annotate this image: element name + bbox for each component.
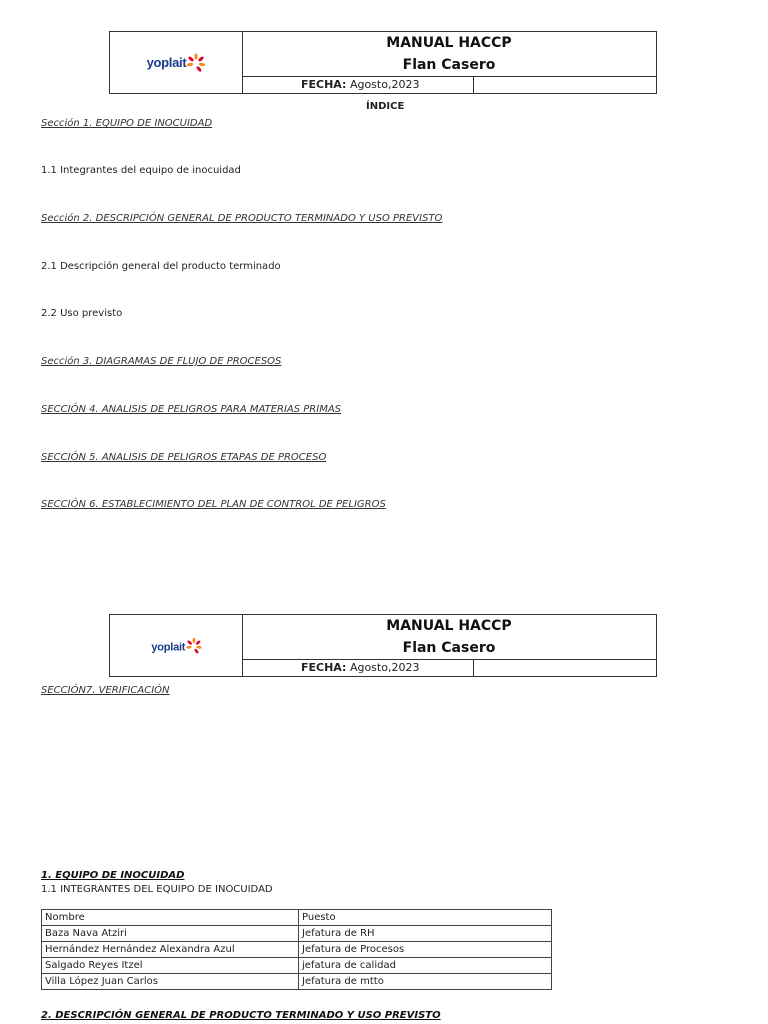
cell-puesto: Jefatura de Procesos — [299, 942, 552, 958]
logo-cell — [110, 615, 243, 676]
cell-puesto: Jefatura de mtto — [299, 974, 552, 990]
table-row — [42, 942, 552, 958]
fecha-label: FECHA: — [301, 661, 347, 674]
index-entry[interactable]: SECCIÓN 5. ANALISIS DE PELIGROS ETAPAS DE PROCESO — [41, 452, 327, 463]
column-header: Puesto — [299, 910, 552, 926]
index-heading: ÍNDICE — [366, 101, 405, 112]
index-entry[interactable]: SECCIÓN 4. ANALISIS DE PELIGROS PARA MATERIAS PRIMAS — [41, 404, 342, 415]
index-entry: 2.2 Uso previsto — [41, 308, 123, 319]
index-entry: 2.1 Descripción general del producto terminado — [41, 261, 281, 272]
team-table — [41, 909, 552, 990]
yoplait-logo — [151, 637, 201, 654]
table-row — [42, 958, 552, 974]
logo-wordmark: yoplait — [151, 639, 185, 652]
cell-nombre: Baza Nava Atziri — [42, 926, 299, 942]
fecha-cell — [242, 660, 474, 676]
column-header: Nombre — [42, 910, 299, 926]
cell-nombre: Hernández Hernández Alexandra Azul — [42, 942, 299, 958]
cell-puesto: Jefatura de RH — [299, 926, 552, 942]
logo-cell — [110, 32, 243, 93]
section1-subheading: 1.1 INTEGRANTES DEL EQUIPO DE INOCUIDAD — [41, 884, 273, 895]
fecha-value: Agosto,2023 — [349, 78, 420, 91]
fecha-row — [242, 76, 656, 93]
table-row — [42, 926, 552, 942]
yoplait-flower-icon — [186, 637, 201, 654]
cell-nombre: Villa López Juan Carlos — [42, 974, 299, 990]
manual-subtitle: Flan Casero — [402, 640, 496, 656]
cell-puesto: jefatura de calidad — [299, 958, 552, 974]
document-header — [109, 614, 657, 677]
index-entry: 1.1 Integrantes del equipo de inocuidad — [41, 165, 241, 176]
section2-heading: 2. DESCRIPCIÓN GENERAL DE PRODUCTO TERMINADO Y USO PREVISTO — [41, 1010, 441, 1021]
yoplait-logo — [147, 53, 206, 73]
index-entry[interactable]: Sección 2. DESCRIPCIÓN GENERAL DE PRODUCTO TERMINADO Y USO PREVISTO — [41, 213, 443, 224]
logo-wordmark: yoplait — [146, 55, 187, 70]
cell-nombre: Salgado Reyes Itzel — [42, 958, 299, 974]
fecha-row — [242, 659, 656, 676]
manual-subtitle: Flan Casero — [402, 57, 496, 73]
yoplait-flower-icon — [187, 53, 205, 73]
table-header-row — [42, 910, 552, 926]
document-header — [109, 31, 657, 94]
index-entry[interactable]: Sección 1. EQUIPO DE INOCUIDAD — [41, 118, 213, 129]
fecha-label: FECHA: — [301, 78, 347, 91]
table-row — [42, 974, 552, 990]
section1-heading: 1. EQUIPO DE INOCUIDAD — [41, 870, 185, 881]
fecha-value: Agosto,2023 — [349, 661, 420, 674]
index-entry[interactable]: SECCIÓN7. VERIFICACIÓN — [41, 685, 170, 696]
index-entry[interactable]: SECCIÓN 6. ESTABLECIMIENTO DEL PLAN DE CONTROL DE PELIGROS — [41, 499, 386, 510]
manual-title: MANUAL HACCP — [386, 35, 512, 51]
index-entry[interactable]: Sección 3. DIAGRAMAS DE FLUJO DE PROCESOS — [41, 356, 282, 367]
manual-title: MANUAL HACCP — [386, 618, 512, 634]
fecha-cell — [242, 77, 474, 93]
